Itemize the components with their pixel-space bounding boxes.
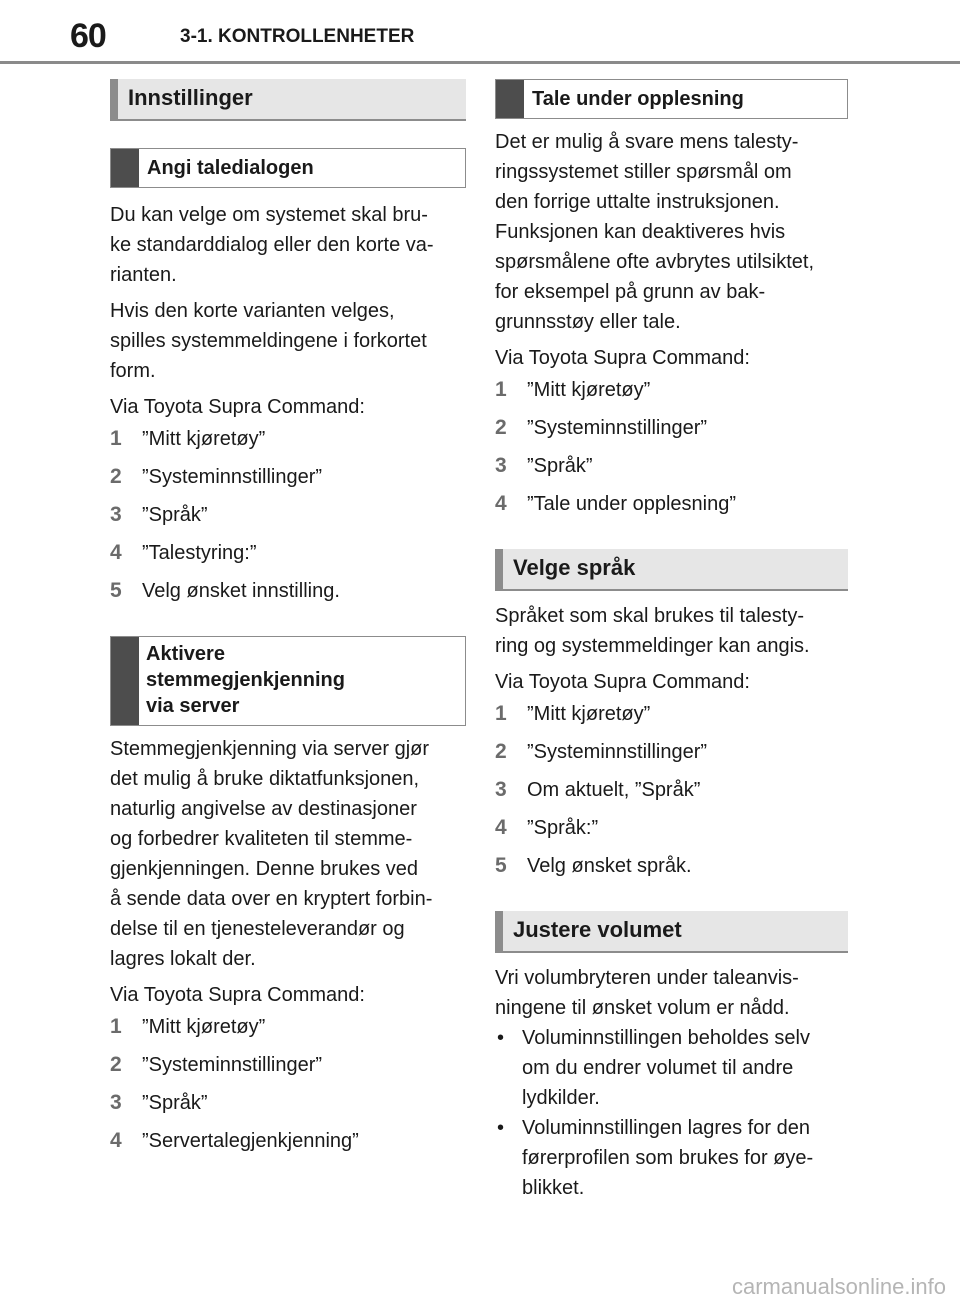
list-item: 2 ”Systeminnstillinger” — [495, 416, 708, 439]
list-item: 3 ”Språk” — [110, 1091, 208, 1114]
list-item: 5 Velg ønsket språk. — [495, 854, 692, 877]
list-item: 3 Om aktuelt, ”Språk” — [495, 778, 701, 801]
heading-justere-volumet: Justere volumet — [495, 911, 848, 953]
paragraph: Hvis den korte varianten velges, spilles systemmeldingene i forkortet form. — [110, 300, 427, 382]
via-command: Via Toyota Supra Command: — [110, 984, 365, 1006]
via-command: Via Toyota Supra Command: — [110, 396, 365, 418]
watermark: carmanualsonline.info — [731, 1274, 946, 1299]
subheading-aktivere-stemmegjenkjenning: Aktivere stemmegjenkjenning via server — [110, 636, 466, 726]
heading-velge-sprak: Velge språk — [495, 549, 848, 591]
list-item: 3 ”Språk” — [495, 454, 593, 477]
section-title: 3-1. KONTROLLENHETER — [180, 26, 415, 47]
list-item: 5 Velg ønsket innstilling. — [110, 579, 340, 602]
paragraph: Vri volumbryteren under taleanvis- ningene til ønsket volum er nådd. — [495, 967, 799, 1019]
via-command: Via Toyota Supra Command: — [495, 347, 750, 369]
list-item: 2 ”Systeminnstillinger” — [110, 465, 323, 488]
list-item: 4 ”Servertalegjenkjenning” — [110, 1129, 359, 1152]
step-list — [110, 1012, 466, 1156]
list-item: 4 ”Talestyring:” — [110, 541, 257, 564]
list-item: 1 ”Mitt kjøretøy” — [495, 702, 651, 725]
page-number: 60 — [70, 17, 106, 55]
subheading-angi-taledialogen: Angi taledialogen — [110, 148, 466, 188]
list-item: 1 ”Mitt kjøretøy” — [110, 427, 266, 450]
paragraph: Det er mulig å svare mens talesty- ringssystemet stiller spørsmål om den forrige uttalte instruksjonen. Funksjonen kan deaktiveres hvis spørsmålene ofte avbrytes utilsiktet, for eksempel på grunn av bak- grunnsstøy eller tale. — [495, 131, 815, 333]
subheading-tale-under-opplesning: Tale under opplesning — [495, 79, 848, 119]
subheading-bar — [496, 80, 524, 118]
heading-innstillinger: Innstillinger — [110, 79, 466, 121]
list-item: 3 ”Språk” — [110, 503, 208, 526]
list-item: 4 ”Språk:” — [495, 816, 599, 839]
paragraph: Stemmegjenkjenning via server gjør det mulig å bruke diktatfunksjonen, naturlig angivelse av destinasjoner og forbedrer kvaliteten til stemme- gjenkjenningen. Denne brukes ved å sende data over en kryptert forbin- delse til en tjenesteleverandør og lagres lokalt der. — [110, 738, 433, 970]
right-column — [495, 79, 848, 1203]
list-item: • Voluminnstillingen lagres for den førerprofilen som brukes for øye- blikket. — [497, 1117, 814, 1199]
subheading-bar — [111, 637, 139, 725]
list-item: 2 ”Systeminnstillinger” — [110, 1053, 323, 1076]
paragraph: Du kan velge om systemet skal bru- ke standarddialog eller den korte va- rianten. — [110, 204, 434, 286]
list-item: 4 ”Tale under opplesning” — [495, 492, 737, 515]
paragraph: Språket som skal brukes til talesty- ring og systemmeldinger kan angis. — [495, 605, 810, 657]
list-item: 2 ”Systeminnstillinger” — [495, 740, 708, 763]
list-item: • Voluminnstillingen beholdes selv om du endrer volumet til andre lydkilder. — [497, 1027, 810, 1109]
subheading-bar — [111, 149, 139, 187]
bullet-list — [495, 1023, 848, 1203]
list-item: 1 ”Mitt kjøretøy” — [495, 378, 651, 401]
left-column — [110, 79, 466, 1156]
list-item: 1 ”Mitt kjøretøy” — [110, 1015, 266, 1038]
step-list — [110, 424, 466, 606]
step-list — [495, 699, 848, 881]
page-header — [0, 0, 960, 64]
step-list — [495, 375, 848, 519]
header-rule — [0, 61, 960, 64]
via-command: Via Toyota Supra Command: — [495, 671, 750, 693]
